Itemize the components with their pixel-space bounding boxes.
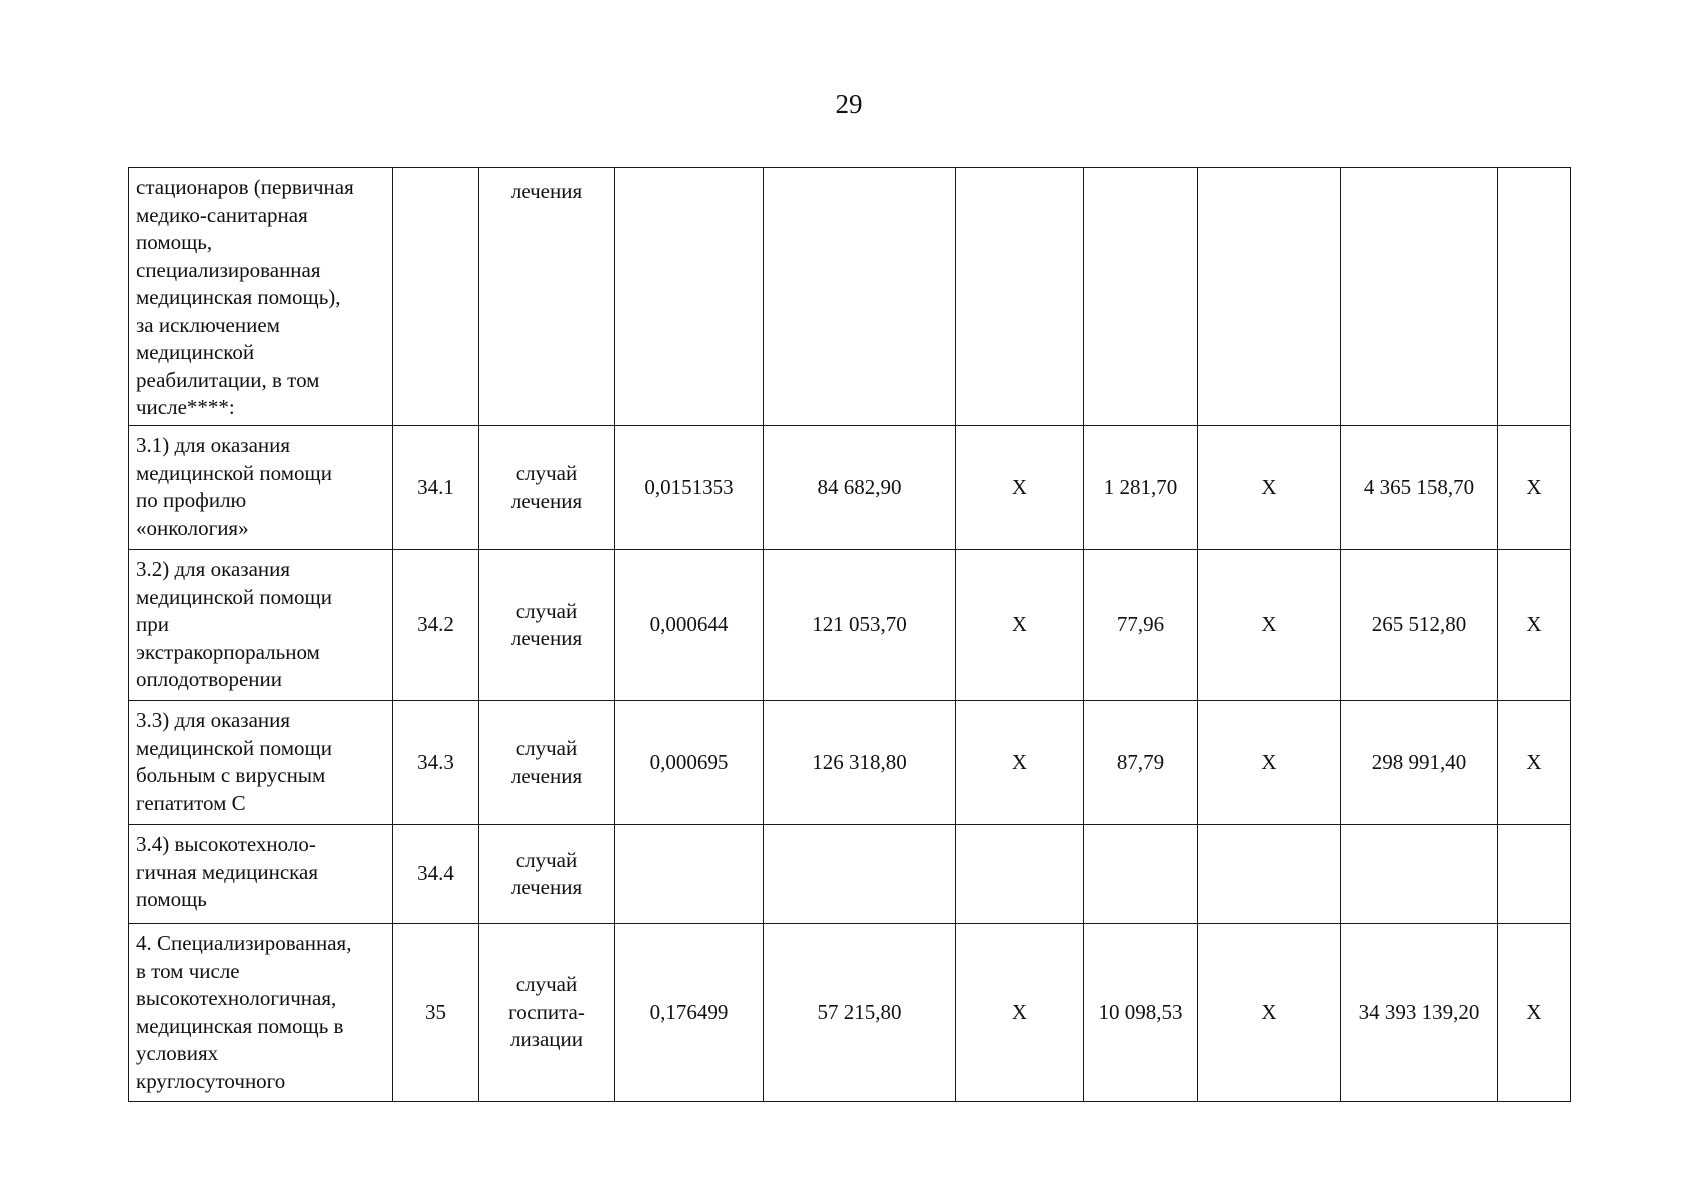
row-volume-cell	[615, 168, 764, 426]
row-col10: X	[1526, 612, 1542, 637]
row-unit-cell	[479, 550, 615, 701]
row-name-cell	[129, 550, 393, 701]
row-cost: 121 053,70	[812, 612, 907, 637]
row-col10: X	[1526, 474, 1542, 499]
row-col6-cell	[956, 825, 1084, 924]
row-col10: X	[1526, 749, 1542, 774]
row-col7: 1 281,70	[1103, 474, 1178, 499]
row-col9-cell	[1341, 825, 1498, 924]
row-code-cell	[393, 426, 479, 550]
row-col7: 10 098,53	[1098, 999, 1183, 1024]
row-cost-cell	[764, 426, 956, 550]
table-row	[129, 924, 1571, 1102]
row-name-cell	[129, 701, 393, 825]
row-col10: X	[1526, 999, 1542, 1024]
row-unit-cell	[479, 825, 615, 924]
row-col9-cell	[1341, 550, 1498, 701]
row-name-cell	[129, 825, 393, 924]
row-unit: случай лечения	[510, 598, 583, 650]
row-volume: 0,000644	[649, 612, 729, 637]
row-code-cell	[393, 168, 479, 426]
row-name: 3.1) для оказания медицинской помощи по профилю «онкология»	[136, 433, 332, 540]
row-cost-cell	[764, 825, 956, 924]
row-code-cell	[393, 825, 479, 924]
row-code: 35	[425, 999, 446, 1024]
row-name: 4. Специализированная, в том числе высокотехнологичная, медицинская помощь в условиях круглосуточного	[136, 931, 352, 1093]
table-row	[129, 168, 1571, 426]
row-name: 3.2) для оказания медицинской помощи при экстракорпоральном оплодотворении	[136, 557, 332, 691]
table-row	[129, 701, 1571, 825]
row-col10-cell	[1498, 426, 1571, 550]
row-volume-cell	[615, 924, 764, 1102]
row-col7-cell	[1084, 426, 1198, 550]
row-col8-cell	[1198, 168, 1341, 426]
row-code: 34.1	[417, 474, 454, 499]
row-col6-cell	[956, 550, 1084, 701]
row-col10-cell	[1498, 924, 1571, 1102]
row-col10-cell	[1498, 550, 1571, 701]
row-volume-cell	[615, 426, 764, 550]
row-col8-cell	[1198, 426, 1341, 550]
row-col7-cell	[1084, 924, 1198, 1102]
row-volume-cell	[615, 825, 764, 924]
row-col9: 4 365 158,70	[1363, 474, 1475, 499]
row-code: 34.4	[417, 861, 454, 886]
row-code-cell	[393, 924, 479, 1102]
row-cost-cell	[764, 168, 956, 426]
row-col9-cell	[1341, 426, 1498, 550]
row-unit: случай лечения	[510, 736, 583, 788]
row-col9: 298 991,40	[1371, 749, 1467, 774]
row-col7-cell	[1084, 168, 1198, 426]
row-name-cell	[129, 924, 393, 1102]
row-cost-cell	[764, 550, 956, 701]
row-name: 3.4) высокотехноло- гичная медицинская помощь	[136, 832, 319, 911]
table-row	[129, 426, 1571, 550]
row-volume: 0,000695	[649, 749, 729, 774]
row-volume-cell	[615, 701, 764, 825]
row-unit: случай госпита- лизации	[508, 972, 585, 1052]
row-code-cell	[393, 550, 479, 701]
row-col7-cell	[1084, 550, 1198, 701]
row-unit-cell	[479, 168, 615, 426]
row-col7-cell	[1084, 701, 1198, 825]
row-volume-cell	[615, 550, 764, 701]
row-volume: 0,176499	[649, 999, 729, 1024]
row-volume: 0,0151353	[644, 474, 734, 499]
row-col6-cell	[956, 426, 1084, 550]
table-row	[129, 550, 1571, 701]
row-code: 34.2	[417, 612, 454, 637]
row-col6: X	[1011, 999, 1028, 1024]
row-col8: X	[1261, 612, 1277, 637]
row-unit-cell	[479, 924, 615, 1102]
row-unit-cell	[479, 701, 615, 825]
row-col8-cell	[1198, 825, 1341, 924]
row-col7: 87,79	[1116, 749, 1165, 774]
row-col8: X	[1261, 474, 1277, 499]
financing-table	[128, 167, 1571, 1102]
row-col9-cell	[1341, 168, 1498, 426]
row-unit: лечения	[510, 179, 583, 203]
row-col9: 34 393 139,20	[1358, 999, 1480, 1024]
row-col9: 265 512,80	[1371, 612, 1467, 637]
row-col10-cell	[1498, 168, 1571, 426]
row-name: стационаров (первичная медико-санитарная помощь, специализированная медицинская помощь), за исключением медицинской реабилитации, в том числе****:	[136, 175, 354, 419]
row-unit-cell	[479, 426, 615, 550]
row-name-cell	[129, 426, 393, 550]
row-code-cell	[393, 701, 479, 825]
page-number: 29	[835, 89, 863, 119]
row-col9-cell	[1341, 701, 1498, 825]
row-col7: 77,96	[1116, 612, 1165, 637]
row-col8: X	[1261, 749, 1277, 774]
row-cost-cell	[764, 701, 956, 825]
row-col10-cell	[1498, 825, 1571, 924]
row-cost: 84 682,90	[817, 474, 902, 499]
row-unit: случай лечения	[510, 461, 583, 513]
row-col7-cell	[1084, 825, 1198, 924]
row-cost: 57 215,80	[817, 999, 902, 1024]
row-col10-cell	[1498, 701, 1571, 825]
row-name: 3.3) для оказания медицинской помощи больным с вирусным гепатитом С	[136, 708, 332, 815]
row-cost-cell	[764, 924, 956, 1102]
row-col8: X	[1261, 999, 1277, 1024]
row-col6-cell	[956, 168, 1084, 426]
row-cost: 126 318,80	[812, 749, 907, 774]
row-col9-cell	[1341, 924, 1498, 1102]
row-col6-cell	[956, 924, 1084, 1102]
row-col8-cell	[1198, 550, 1341, 701]
row-col8-cell	[1198, 701, 1341, 825]
row-name-cell	[129, 168, 393, 426]
table-row	[129, 825, 1571, 924]
row-col6-cell	[956, 701, 1084, 825]
row-col6: X	[1011, 474, 1028, 499]
row-col6: X	[1011, 612, 1028, 637]
row-unit: случай лечения	[510, 847, 583, 899]
row-col8-cell	[1198, 924, 1341, 1102]
row-col6: X	[1011, 749, 1028, 774]
row-code: 34.3	[417, 749, 454, 774]
